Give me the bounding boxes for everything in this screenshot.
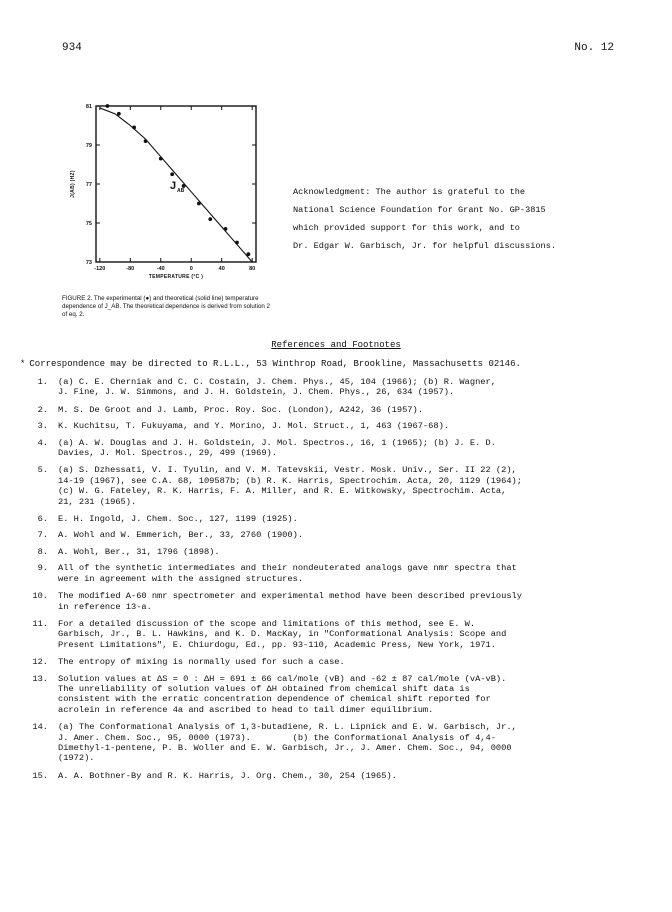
data-point [197,202,201,206]
y-tick-label: 77 [85,182,92,188]
reference-item [20,438,640,459]
reference-text: The modified A-60 nmr spectrometer and experimental method have been described previously in reference 13-a. [58,591,522,612]
x-tick-label: -80 [126,266,135,272]
y-tick-label: 75 [85,221,92,227]
x-tick-label: -40 [156,266,165,272]
reference-number: 7. [37,530,48,541]
acknowledgment-line: which provided support for this work, and to [293,223,520,233]
reference-text: E. H. Ingold, J. Chem. Soc., 127, 1199 (1925). [58,514,298,525]
reference-text: The entropy of mixing is normally used for such a case. [58,657,345,668]
data-point [106,104,110,108]
reference-number: 10. [32,591,48,602]
issue-number: No. 12 [574,42,614,54]
reference-text: (a) The Conformational Analysis of 1,3-butadiene, R. L. Lipnick and E. W. Garbisch, Jr., J. Amer. Chem. Soc., 95, 0000 (1973). (b) the Conformational Analysis of 4,4- Dimethyl-1-pentene, P. B. Woller and E. W. Garbisch, Jr., J. Amer. Chem. Soc., 94, 0000 (1972). [58,722,517,764]
x-tick-label: 80 [249,266,256,272]
curve-label-subscript: AB [177,188,185,194]
reference-number: 8. [37,546,48,557]
y-axis-label: J(AB) (HZ) [70,170,76,198]
reference-item [20,722,640,764]
x-tick-label: 0 [189,266,193,272]
correspondence-note: * Correspondence may be directed to R.L.L., 53 Winthrop Road, Brookline, Massachusetts 02146. [20,359,521,369]
data-point [132,126,136,130]
reference-item [20,514,640,524]
reference-number: 2. [37,404,48,415]
x-axis-label: TEMPERATURE (°C ) [148,274,204,280]
data-point [159,157,163,161]
reference-item [20,547,640,557]
reference-text: A. Wohl and W. Emmerich, Ber., 33, 2760 (1900). [58,530,304,541]
reference-text: (a) S. Dzhessati, V. I. Tyulin, and V. M. Tatevskii, Vestr. Mosk. Univ., Ser. II 22 (2), 14-19 (1967), see C.A. 68, 109587b; (b) R. K. Harris, Spectrochim. Acta, 20, 1129 (1964); (c) W. G. Fateley, R. K. Harris, F. A. Miller, and R. E. Witkowsky, Spectrochim. Acta, 21, 231 (1965). [58,465,522,507]
x-tick-label: -120 [94,266,106,272]
curve-label: J [170,180,177,192]
reference-number: 5. [37,465,48,476]
acknowledgment-line: Dr. Edgar W. Garbisch, Jr. for helpful discussions. [293,241,557,251]
reference-number: 11. [32,618,48,629]
reference-item [20,421,640,431]
reference-text: A. A. Bothner-By and R. K. Harris, J. Org. Chem., 30, 254 (1965). [58,770,397,781]
x-tick-label: 40 [218,266,225,272]
reference-text: (a) C. E. Cherniak and C. C. Costain, J. Chem. Phys., 45, 104 (1966); (b) R. Wagner, J. Fine, J. W. Simmons, and J. H. Goldstein, J. Chem. Phys., 26, 634 (1957). [58,377,496,398]
data-point [208,217,212,221]
reference-number: 6. [37,514,48,525]
reference-item [20,465,640,507]
reference-list [20,377,640,787]
reference-number: 15. [32,770,48,781]
reference-item [20,619,640,650]
reference-item [20,657,640,667]
y-tick-label: 79 [85,143,92,149]
data-point [170,172,174,176]
references-heading: References and Footnotes [271,340,401,350]
y-tick-label: 73 [85,260,92,266]
data-point [117,112,121,116]
reference-number: 12. [32,657,48,668]
reference-text: All of the synthetic intermediates and their nondeuterated analogs gave nmr spectra that were in agreement with the assigned structures. [58,563,517,584]
reference-item [20,591,640,612]
reference-item [20,674,640,716]
data-point [224,227,228,231]
reference-text: For a detailed discussion of the scope and limitations of this method, see E. W. Garbisch, Jr., B. L. Hawkins, and K. D. MacKay, in "Conformational Analysis: Scope and Present Limitations", E. Chiurdogu, Ed., pp. 93-110, Academic Press, New York, 1971. [58,618,507,650]
reference-number: 14. [32,722,48,733]
reference-item [20,405,640,415]
reference-number: 1. [37,377,48,387]
temperature-dependence-chart [58,92,278,292]
reference-item [20,377,640,398]
data-point [246,252,250,256]
reference-text: A. Wohl, Ber., 31, 1796 (1898). [58,546,220,557]
reference-number: 4. [37,437,48,448]
reference-text: M. S. De Groot and J. Lamb, Proc. Roy. Soc. (London), A242, 36 (1957). [58,404,423,415]
reference-number: 13. [32,673,48,684]
figure-caption: FIGURE 2. The experimental (●) and theoretical (solid line) temperature dependence of J_AB. The theoretical dependence is derived from solution 2 of eq. 2. [62,295,270,318]
reference-number: 3. [37,421,48,432]
reference-number: 9. [37,563,48,574]
acknowledgment [293,183,623,255]
acknowledgment-line: Acknowledgment: The author is grateful to the [293,187,526,197]
data-point [235,241,239,245]
reference-text: K. Kuchitsu, T. Fukuyama, and Y. Morino, J. Mol. Struct., 1, 463 (1967-68). [58,421,450,432]
reference-text: (a) A. W. Douglas and J. H. Goldstein, J. Mol. Spectros., 16, 1 (1965); (b) J. E. D. Davies, J. Mol. Spectros., 29, 499 (1969). [58,437,496,459]
data-point [144,139,148,143]
page-number: 934 [62,42,82,54]
reference-item [20,771,640,781]
reference-item [20,530,640,540]
reference-item [20,563,640,584]
acknowledgment-line: National Science Foundation for Grant No. GP-3815 [293,205,546,215]
y-tick-label: 81 [85,104,92,110]
reference-text: Solution values at ΔS = 0 : ΔH = 691 ± 66 cal/mole (vB) and -62 ± 87 cal/mole (vA-vB). The unreliability of solution values of ΔH obtained from chemical shift data is consistent with the erratic concentration dependence of chemical shift reported for acrolein in reference 4a and ascribed to head to tail dimer equilibrium. [58,673,507,715]
